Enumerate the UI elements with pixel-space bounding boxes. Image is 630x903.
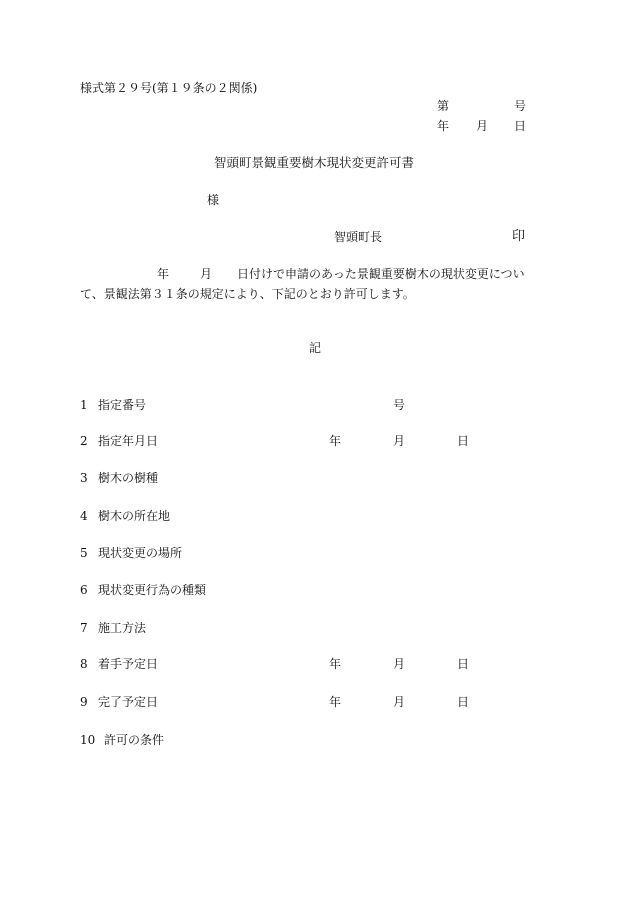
item-month: 月 xyxy=(393,695,406,709)
doc-number-prefix: 第 xyxy=(437,99,450,113)
item-label: 着手予定日 xyxy=(98,657,159,671)
item-row xyxy=(80,658,158,670)
issue-date-month: 月 xyxy=(476,119,489,133)
item-row xyxy=(80,734,164,746)
item-number: 9 xyxy=(80,695,88,709)
item-year: 年 xyxy=(329,434,342,448)
item-number: 8 xyxy=(80,657,88,671)
item-row xyxy=(80,622,146,634)
item-label: 樹木の樹種 xyxy=(98,471,159,485)
item-year: 年 xyxy=(329,695,342,709)
item-label: 現状変更行為の種類 xyxy=(98,583,207,597)
item-suffix: 号 xyxy=(393,398,406,412)
item-number: 6 xyxy=(80,583,88,597)
body-text-line2: て、景観法第３１条の規定により、下記のとおり許可します。 xyxy=(80,287,415,301)
item-number: 2 xyxy=(80,434,88,448)
item-number: 7 xyxy=(80,621,88,635)
item-month: 月 xyxy=(393,657,406,671)
body-date-month: 月 xyxy=(200,267,213,281)
item-number: 10 xyxy=(80,733,96,747)
seal-mark: 印 xyxy=(512,229,526,244)
item-row xyxy=(80,399,146,411)
item-label: 施工方法 xyxy=(98,621,147,635)
item-row xyxy=(80,472,158,484)
item-row xyxy=(80,510,170,522)
doc-number-suffix: 号 xyxy=(514,99,527,113)
issue-date-year: 年 xyxy=(437,119,450,133)
item-row xyxy=(80,584,206,596)
item-label: 許可の条件 xyxy=(104,733,165,747)
item-row xyxy=(80,547,182,559)
item-label: 指定番号 xyxy=(98,398,147,412)
item-year: 年 xyxy=(329,657,342,671)
body-date-year: 年 xyxy=(157,267,170,281)
item-month: 月 xyxy=(393,434,406,448)
addressee-suffix: 様 xyxy=(207,193,220,207)
item-label: 現状変更の場所 xyxy=(98,546,183,560)
form-number: 様式第２９号(第１９条の２関係) xyxy=(80,81,258,95)
body-text-line1: 日付けで申請のあった景観重要樹木の現状変更につい xyxy=(237,267,525,281)
item-label: 樹木の所在地 xyxy=(98,509,171,523)
item-number: 5 xyxy=(80,546,88,560)
issue-date-day: 日 xyxy=(514,119,527,133)
document-title: 智頭町景観重要樹木現状変更許可書 xyxy=(214,155,415,170)
item-label: 完了予定日 xyxy=(98,695,159,709)
item-day: 日 xyxy=(457,695,470,709)
item-number: 1 xyxy=(80,398,88,412)
item-day: 日 xyxy=(457,434,470,448)
item-row xyxy=(80,435,158,447)
item-day: 日 xyxy=(457,657,470,671)
item-number: 3 xyxy=(80,471,88,485)
item-row xyxy=(80,696,158,708)
item-label: 指定年月日 xyxy=(98,434,159,448)
item-number: 4 xyxy=(80,509,88,523)
ki-heading: 記 xyxy=(309,341,322,355)
issuer-name: 智頭町長 xyxy=(334,230,383,244)
